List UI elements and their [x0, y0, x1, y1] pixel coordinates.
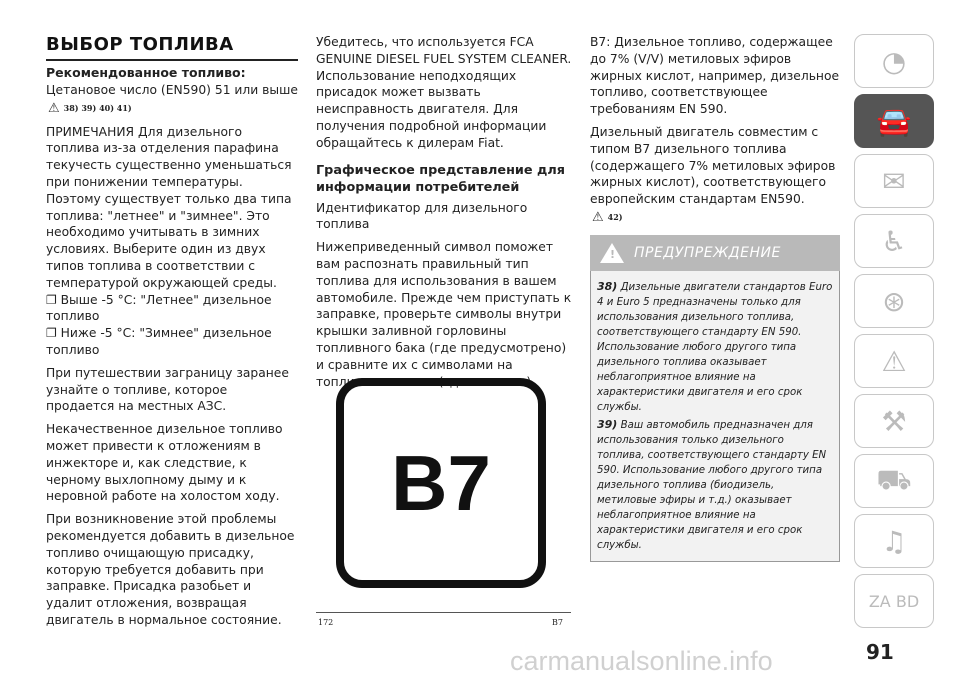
- refs-label: 42): [607, 212, 623, 223]
- b7-definition: B7: Дизельное топливо, содержащее до 7% (V/V) метиловых эфиров жирных кислот, например, дизельное топливо, соответствующее требованиям EN 590.: [590, 35, 840, 117]
- note-paragraph: ПРИМЕЧАНИЯ Для дизельного топлива из-за отделения парафина текучесть существенно уменьшаться при понижении температуры. Поэтому существует только два типа топлива: "летнее" и "зимнее". Это необходимо учитывать в зимних условиях. Выберите один из двух типов топлива в соответствии с температурой окружающей среды.: [46, 124, 292, 290]
- figure-code: B7: [552, 618, 563, 627]
- column-2: [316, 34, 572, 396]
- travel-paragraph: При путешествии заграницу заранее узнайте о топливе, которое продается на местных АЗС.: [46, 365, 289, 414]
- service-tools-icon[interactable]: ⚒: [854, 394, 934, 448]
- steering-wheel-icon[interactable]: ⊛: [854, 274, 934, 328]
- warning-lights-icon[interactable]: ✉: [854, 154, 934, 208]
- reference-marker-42: [592, 210, 840, 225]
- warning-38-text: Дизельные двигатели стандартов Euro 4 и Euro 5 предназначены только для использования дизельного топлива, соответствующего стандарту EN 590. Использование любого другого типа дизельного топлива оказывает неблагоприятное влияние на характеристики двигателя и его срок службы.: [597, 281, 833, 413]
- index-icon[interactable]: ZA BD: [854, 574, 934, 628]
- b7-symbol-text: B7: [391, 438, 491, 527]
- warning-39-text: Ваш автомобиль предназначен для использования только дизельного топлива, соответствующего стандарту EN 590. Использование любого другого типа дизельного топлива (биодизель, метиловые эфиры и т.д.) оказывает неблагоприятное влияние на характеристики двигателя и его срок службы.: [597, 419, 827, 551]
- column-3: [590, 34, 840, 562]
- warning-triangle-icon: ⚠: [48, 100, 60, 116]
- warning-triangle-icon: !: [600, 243, 624, 263]
- specs-car-icon[interactable]: ⛟: [854, 454, 934, 508]
- page-number: 91: [866, 640, 894, 664]
- car-info-icon[interactable]: 🚘: [854, 94, 934, 148]
- cleaner-paragraph: Убедитесь, что используется FCA GENUINE DIESEL FUEL SYSTEM CLEANER. Использование неподходящих присадок может вызвать неисправность двигателя. Для получения подробной информации обращайтесь к дилерам Fiat.: [316, 35, 572, 150]
- figure-divider: [316, 612, 571, 613]
- multimedia-icon[interactable]: ♫: [854, 514, 934, 568]
- symbol-paragraph: Нижеприведенный символ поможет вам распознать правильный тип топлива для использования в вашем автомобиле. Прежде чем приступать к заправке, проверьте символы внутри крышки заливной горловины топливного бака (где предусмотрено) и сравните их с символами на топливном насосе (где имеются).: [316, 240, 572, 389]
- compatibility-paragraph: Дизельный двигатель совместим с типом B7 дизельного топлива (содержащего 7% метиловых эфиров жирных кислот), соответствующего европейским стандартам EN590.: [590, 124, 836, 207]
- warning-38: [597, 279, 833, 415]
- quality-paragraph: Некачественное дизельное топливо может привести к отложениям в инжекторе и, как следствие, к черному выхлопному дыму и к неровной работе на холостом ходу.: [46, 422, 283, 504]
- bullet-winter: ❐ Ниже -5 °C: "Зимнее" дизельное топливо: [46, 325, 298, 359]
- subheading-graphic: Графическое представление для информации потребителей: [316, 162, 565, 195]
- additive-paragraph: При возникновение этой проблемы рекомендуется добавить в дизельное топливо очищающую присадку, которую требуется добавить при заправке. Присадка разобьет и удалит отложения, возвращая двигатель в нормальное состояние.: [46, 512, 295, 627]
- figure-number: 172: [318, 618, 334, 627]
- identifier-paragraph: Идентификатор для дизельного топлива: [316, 200, 528, 232]
- road-warning-icon[interactable]: ⚠: [854, 334, 934, 388]
- watermark: carmanualsonline.info: [510, 646, 773, 676]
- bullet-summer: ❐ Выше -5 °C: "Летнее" дизельное топливо: [46, 292, 298, 326]
- octane-text: Цетановое число (EN590) 51 или выше: [46, 82, 298, 97]
- chapter-sidebar: [854, 34, 934, 634]
- warning-39: [597, 417, 833, 553]
- refs-label: 38) 39) 40) 41): [63, 103, 132, 114]
- warning-title: ПРЕДУПРЕЖДЕНИЕ: [634, 244, 781, 261]
- warning-header: [590, 235, 840, 271]
- warning-38-num: 38): [597, 279, 618, 293]
- seatbelt-airbag-icon[interactable]: ♿: [854, 214, 934, 268]
- subheading-recommended: Рекомендованное топливо:: [46, 65, 246, 80]
- b7-fuel-symbol: [336, 378, 546, 588]
- warning-body: [590, 271, 840, 562]
- page-title: ВЫБОР ТОПЛИВА: [46, 34, 298, 61]
- column-1: [46, 34, 298, 635]
- reference-markers: [48, 101, 298, 116]
- dashboard-icon[interactable]: ◔: [854, 34, 934, 88]
- warning-triangle-icon: ⚠: [592, 209, 604, 225]
- warning-39-num: 39): [597, 417, 618, 431]
